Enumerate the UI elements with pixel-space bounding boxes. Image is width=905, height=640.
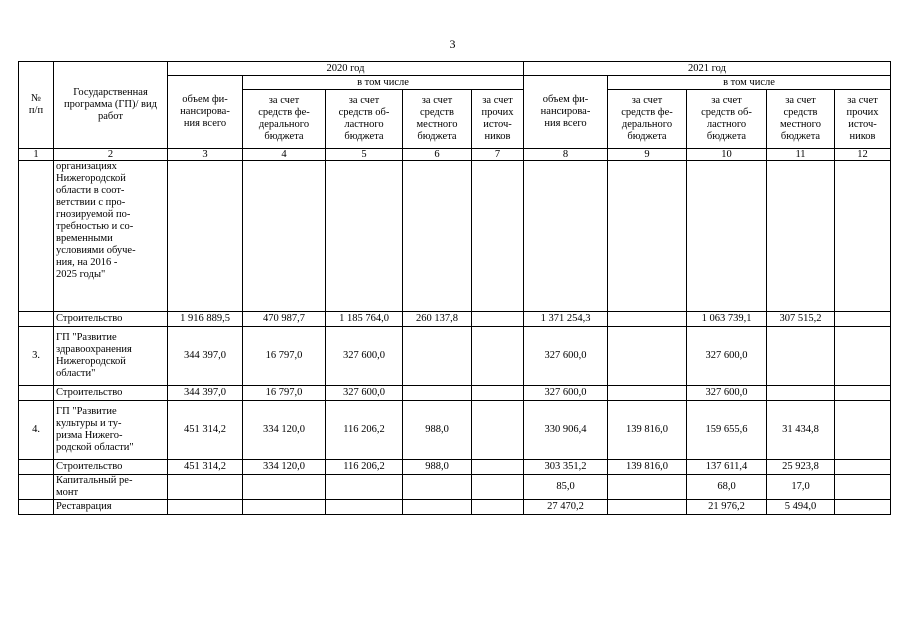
row-value: [403, 475, 472, 500]
row-value: 68,0: [687, 475, 767, 500]
table-row: [19, 500, 891, 515]
row-value: 5 494,0: [767, 500, 835, 515]
header-federal-2021: за счет средств фе- дерального бюджета: [608, 90, 687, 149]
row-value: 17,0: [767, 475, 835, 500]
row-name: Строительство: [54, 386, 168, 401]
header-program: Государственная программа (ГП)/ вид работ: [54, 62, 168, 149]
row-value: 1 185 764,0: [326, 312, 403, 327]
row-value: [608, 161, 687, 312]
row-value: [472, 401, 524, 460]
header-other-2020: за счет прочих источ- ников: [472, 90, 524, 149]
row-value: 27 470,2: [524, 500, 608, 515]
row-value: [835, 401, 891, 460]
row-value: [608, 500, 687, 515]
header-regional-2020: за счет средств об- ластного бюджета: [326, 90, 403, 149]
row-number: [19, 475, 54, 500]
col-number: 8: [524, 149, 608, 161]
row-number: 3.: [19, 327, 54, 386]
page-number: 3: [449, 37, 456, 51]
col-number: 12: [835, 149, 891, 161]
row-name: ГП "Развитие культуры и ту- ризма Нижего- родской области": [54, 401, 168, 460]
row-number: [19, 312, 54, 327]
header-local-2020: за счет средств местного бюджета: [403, 90, 472, 149]
col-number: 1: [19, 149, 54, 161]
row-value: 451 314,2: [168, 460, 243, 475]
row-value: 327 600,0: [326, 327, 403, 386]
row-value: [472, 161, 524, 312]
row-value: [687, 161, 767, 312]
row-value: [835, 460, 891, 475]
row-value: 327 600,0: [524, 386, 608, 401]
row-value: 16 797,0: [243, 327, 326, 386]
row-value: 327 600,0: [687, 327, 767, 386]
row-value: [243, 161, 326, 312]
row-value: [608, 312, 687, 327]
row-value: [168, 500, 243, 515]
col-number: 10: [687, 149, 767, 161]
row-value: 334 120,0: [243, 401, 326, 460]
row-name: Строительство: [54, 312, 168, 327]
col-number: 4: [243, 149, 326, 161]
row-value: 116 206,2: [326, 401, 403, 460]
header-regional-2021: за счет средств об- ластного бюджета: [687, 90, 767, 149]
row-value: [326, 161, 403, 312]
row-value: 31 434,8: [767, 401, 835, 460]
row-value: 260 137,8: [403, 312, 472, 327]
row-value: [767, 161, 835, 312]
row-value: 137 611,4: [687, 460, 767, 475]
row-value: 988,0: [403, 460, 472, 475]
header-total-2020: объем фи- нансирова- ния всего: [168, 76, 243, 149]
row-value: 16 797,0: [243, 386, 326, 401]
col-number: 5: [326, 149, 403, 161]
row-value: [835, 475, 891, 500]
col-number: 7: [472, 149, 524, 161]
row-value: [835, 327, 891, 386]
row-value: 159 655,6: [687, 401, 767, 460]
table-row: [19, 386, 891, 401]
table-row: [19, 312, 891, 327]
row-number: [19, 500, 54, 515]
row-value: 344 397,0: [168, 386, 243, 401]
col-number: 2: [54, 149, 168, 161]
row-value: 25 923,8: [767, 460, 835, 475]
row-value: [835, 312, 891, 327]
row-value: 327 600,0: [326, 386, 403, 401]
col-number: 6: [403, 149, 472, 161]
row-value: [403, 327, 472, 386]
row-value: 1 063 739,1: [687, 312, 767, 327]
header-federal-2020: за счет средств фе- дерального бюджета: [243, 90, 326, 149]
row-value: 307 515,2: [767, 312, 835, 327]
row-name: Капитальный ре- монт: [54, 475, 168, 500]
header-year-2020: 2020 год: [168, 62, 524, 76]
table-row: [19, 475, 891, 500]
row-value: [835, 386, 891, 401]
header-total-2021: объем фи- нансирова- ния всего: [524, 76, 608, 149]
row-value: [472, 327, 524, 386]
row-value: [243, 500, 326, 515]
row-value: [403, 500, 472, 515]
row-value: [767, 386, 835, 401]
table-row: [19, 327, 891, 386]
row-value: 139 816,0: [608, 460, 687, 475]
row-value: [403, 161, 472, 312]
table-row: [19, 401, 891, 460]
row-number: [19, 460, 54, 475]
row-value: 344 397,0: [168, 327, 243, 386]
row-name: Строительство: [54, 460, 168, 475]
row-value: 1 371 254,3: [524, 312, 608, 327]
row-value: [472, 475, 524, 500]
row-value: [403, 386, 472, 401]
row-value: [472, 312, 524, 327]
row-value: 139 816,0: [608, 401, 687, 460]
row-number: [19, 161, 54, 312]
row-value: 451 314,2: [168, 401, 243, 460]
row-value: 988,0: [403, 401, 472, 460]
header-year-2021: 2021 год: [524, 62, 891, 76]
row-value: [472, 386, 524, 401]
financing-table: [18, 61, 891, 515]
header-local-2021: за счет средств местного бюджета: [767, 90, 835, 149]
row-value: 470 987,7: [243, 312, 326, 327]
header-incl-2020: в том числе: [243, 76, 524, 90]
table-row: [19, 161, 891, 312]
row-value: [835, 500, 891, 515]
row-value: 303 351,2: [524, 460, 608, 475]
row-value: [168, 161, 243, 312]
row-value: 327 600,0: [687, 386, 767, 401]
row-name: ГП "Развитие здравоохранения Нижегородской области": [54, 327, 168, 386]
row-value: [472, 460, 524, 475]
row-value: [168, 475, 243, 500]
row-value: [608, 475, 687, 500]
row-value: [472, 500, 524, 515]
col-number: 11: [767, 149, 835, 161]
row-value: 21 976,2: [687, 500, 767, 515]
row-value: 327 600,0: [524, 327, 608, 386]
header-incl-2021: в том числе: [608, 76, 891, 90]
row-value: 330 906,4: [524, 401, 608, 460]
table-row: [19, 460, 891, 475]
row-value: [524, 161, 608, 312]
row-number: [19, 386, 54, 401]
row-value: [326, 500, 403, 515]
row-value: [608, 327, 687, 386]
row-value: [243, 475, 326, 500]
col-number: 9: [608, 149, 687, 161]
row-value: [326, 475, 403, 500]
row-value: 85,0: [524, 475, 608, 500]
row-name: Реставрация: [54, 500, 168, 515]
col-number: 3: [168, 149, 243, 161]
row-value: [835, 161, 891, 312]
row-number: 4.: [19, 401, 54, 460]
row-value: 334 120,0: [243, 460, 326, 475]
header-other-2021: за счет прочих источ- ников: [835, 90, 891, 149]
row-value: [767, 327, 835, 386]
row-name: организациях Нижегородской области в соот- ветствии с про- гнозируемой по- требностью и со- временными условиями обуче- ния, на 2016 - 2025 годы": [54, 161, 168, 312]
row-value: [608, 386, 687, 401]
row-value: 1 916 889,5: [168, 312, 243, 327]
header-num: № п/п: [19, 62, 54, 149]
row-value: 116 206,2: [326, 460, 403, 475]
